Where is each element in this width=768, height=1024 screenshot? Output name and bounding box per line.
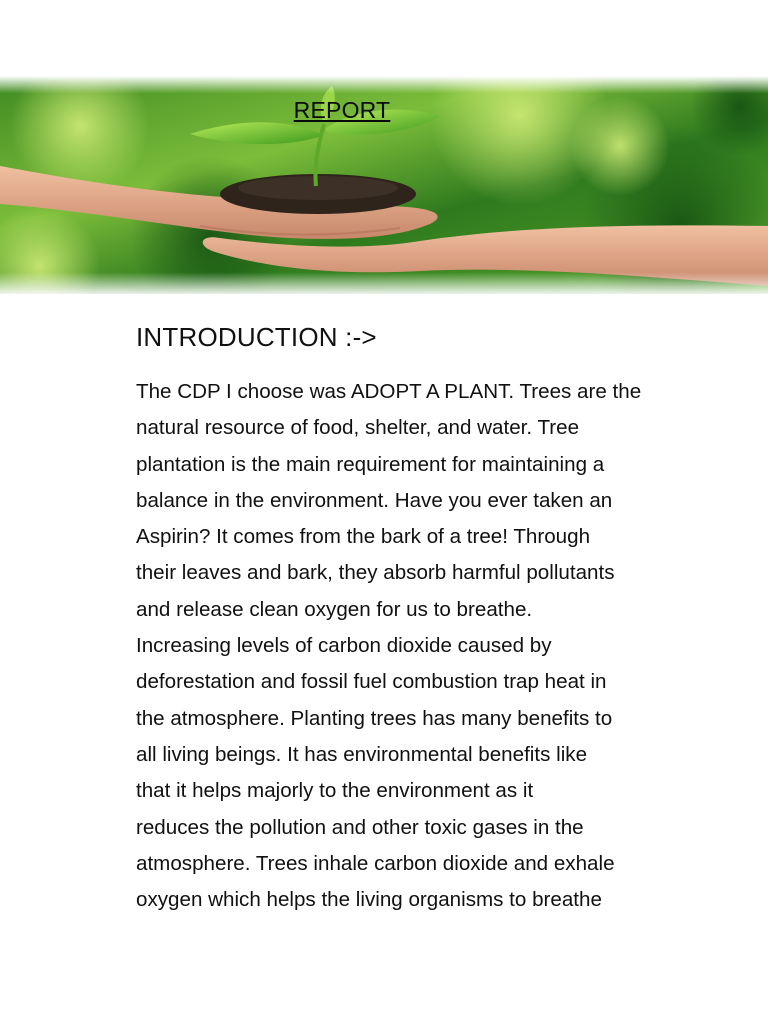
paragraph-line: that it helps majorly to the environment as it bbox=[136, 779, 534, 803]
paragraph-line: reduces the pollution and other toxic gases in the bbox=[136, 815, 584, 839]
paragraph-line: atmosphere. Trees inhale carbon dioxide and exhale bbox=[136, 851, 615, 875]
paragraph-line: oxygen which helps the living organisms to breathe bbox=[136, 888, 602, 912]
paragraph-line: Aspirin? It comes from the bark of a tree! Through bbox=[136, 525, 591, 549]
paragraph-line: balance in the environment. Have you ever taken an bbox=[136, 488, 613, 512]
paragraph-line: natural resource of food, shelter, and water. Tree bbox=[136, 416, 580, 440]
section-heading: INTRODUCTION :-> bbox=[136, 322, 377, 352]
paragraph-line: deforestation and fossil fuel combustion trap heat in bbox=[136, 670, 607, 694]
paragraph-line: The CDP I choose was ADOPT A PLANT. Trees are the bbox=[136, 380, 642, 403]
introduction-paragraph bbox=[136, 374, 696, 918]
paragraph-line: their leaves and bark, they absorb harmful pollutants bbox=[136, 561, 615, 585]
paragraph-line: the atmosphere. Planting trees has many benefits to bbox=[136, 706, 613, 730]
paragraph-line: and release clean oxygen for us to breathe. bbox=[136, 597, 533, 621]
paragraph-line: plantation is the main requirement for maintaining a bbox=[136, 452, 605, 476]
paragraph-line: all living beings. It has environmental benefits like bbox=[136, 742, 588, 766]
paragraph-line: Increasing levels of carbon dioxide caused by bbox=[136, 634, 552, 658]
report-title: REPORT bbox=[293, 97, 391, 123]
